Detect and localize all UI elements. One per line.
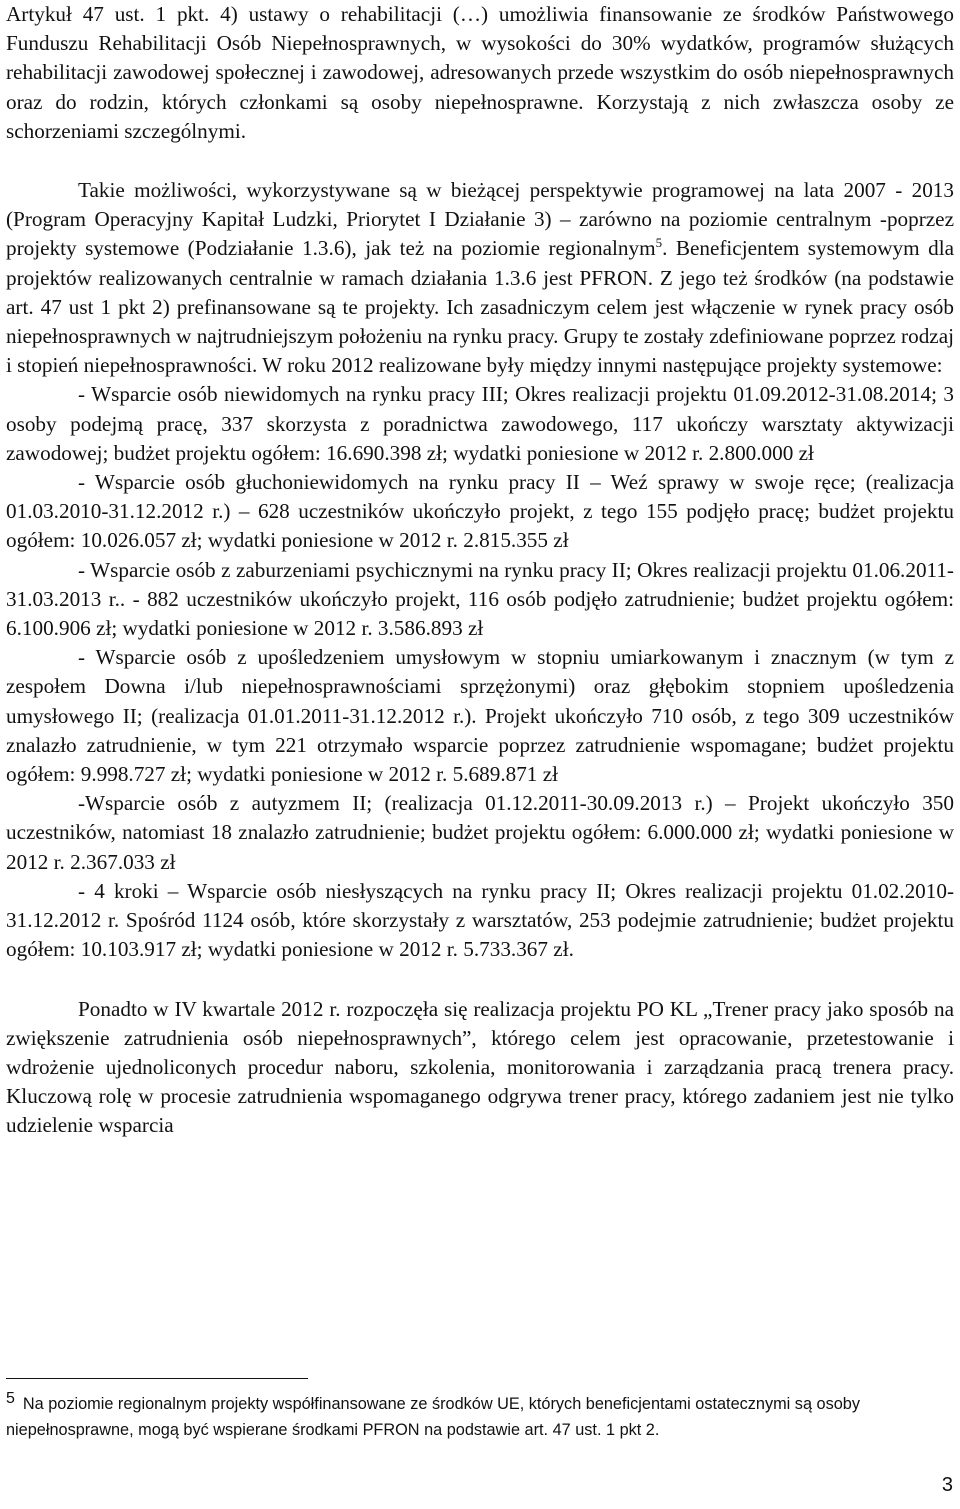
- list-item: -Wsparcie osób z autyzmem II; (realizacja 01.12.2011-30.09.2013 r.) – Projekt ukończyło 350 uczestników, natomiast 18 znalazło zatrudnienie; budżet projektu ogółem: 6.000.000 zł; wydatki poniesione w 2012 r. 2.367.033 zł: [6, 791, 954, 874]
- list-item: - Wsparcie osób z zaburzeniami psychicznymi na rynku pracy II; Okres realizacji projektu 01.06.2011-31.03.2013 r.. - 882 uczestników ukończyło projekt, 116 osób podjęło zatrudnienie; budżet projektu ogółem: 6.100.906 zł; wydatki poniesione w 2012 r. 3.586.893 zł: [6, 557, 954, 641]
- footnote-separator: [6, 1378, 308, 1379]
- body-text: [6, 0, 954, 1141]
- list-item: - Wsparcie osób głuchoniewidomych na rynku pracy II – Weź sprawy w swoje ręce; (realizacja 01.03.2010-31.12.2012 r.) – 628 uczestników ukończyło projekt, z tego 155 podjęło pracę; budżet projektu ogółem: 10.026.057 zł; wydatki poniesione w 2012 r. 2.815.355 zł: [6, 470, 954, 553]
- footnote: [6, 1391, 956, 1443]
- list-item: - Wsparcie osób niewidomych na rynku pracy III; Okres realizacji projektu 01.09.2012-31.08.2014; 3 osoby podejmą pracę, 337 skorzysta z poradnictwa zawodowego, 117 ukończy warsztaty aktywizacji zawodowej; budżet projektu ogółem: 16.690.398 zł; wydatki poniesione w 2012 r. 2.800.000 zł: [6, 382, 954, 465]
- page-number: 3: [941, 1474, 953, 1496]
- paragraph-trener-pracy: Ponadto w IV kwartale 2012 r. rozpoczęła się realizacja projektu PO KL „Trener pracy jako sposób na zwiększenie zatrudnienia osób niepełnosprawnych”, którego celem jest opracowanie, przetestowanie i wdrożenie ujednoliconych procedur naboru, szkolenia, monitorowania i zarządzania pracą trenera pracy. Kluczową rolę w procesie zatrudnienia wspomaganego odgrywa trener pracy, którego zadaniem jest nie tylko udzielenie wsparcia: [6, 996, 954, 1138]
- list-item: - Wsparcie osób z upośledzeniem umysłowym w stopniu umiarkowanym i znacznym (w tym z zespołem Downa i/lub niepełnosprawnościami sprzężonymi) oraz głębokim stopniem upośledzenia umysłowego II; (realizacja 01.01.2011-31.12.2012 r.). Projekt ukończyło 710 osób, z tego 309 uczestników znalazło zatrudnienie, w tym 221 otrzymało wsparcie poprzez zatrudnienie wspomagane; budżet projektu ogółem: 9.998.727 zł; wydatki poniesione w 2012 r. 5.689.871 zł: [6, 645, 954, 787]
- paragraph-intro: Artykuł 47 ust. 1 pkt. 4) ustawy o rehabilitacji (…) umożliwia finansowanie ze środków Państwowego Funduszu Rehabilitacji Osób Niepełnosprawnych, w wysokości do 30% wydatków, programów służących rehabilitacji zawodowej społecznej i zawodowej, adresowanych przede wszystkim do osób niepełnosprawnych oraz do rodzin, których członkami są osoby niepełnosprawne. Korzystają z nich zwłaszcza osoby ze schorzeniami szczególnymi.: [6, 2, 954, 143]
- paragraph-programs: [6, 176, 954, 380]
- footnote-marker: 5: [6, 1390, 15, 1407]
- list-item: - 4 kroki – Wsparcie osób niesłyszących na rynku pracy II; Okres realizacji projektu 01.02.2010-31.12.2012 r. Spośród 1124 osób, które skorzystały z warsztatów, 253 podejmie zatrudnienie; budżet projektu ogółem: 10.103.917 zł; wydatki poniesione w 2012 r. 5.733.367 zł.: [6, 878, 954, 962]
- paragraph-programs-end: . Beneficjentem systemowym dla projektów realizowanych centralnie w ramach działania 1.3.6 jest PFRON. Z jego też środków (na podstawie art. 47 ust 1 pkt 2) prefinansowane są te projekty. Ich zasadniczym celem jest włączenie w rynek pracy osób niepełnosprawnych w najtrudniejszym położeniu na rynku pracy. Grupy te zostały zdefiniowane poprzez rodzaj i stopień niepełnosprawności. W roku 2012 realizowane były między innymi następujące projekty systemowe:: [6, 236, 954, 378]
- paragraph-programs-start: Takie możliwości, wykorzystywane są w bieżącej perspektywie programowej na lata 2007 - 2013 (Program Operacyjny Kapitał Ludzki, Priorytet I Działanie 3) – zarówno na poziomie centralnym -poprzez projekty systemowe (Podziałanie 1.3.6), jak też na poziomie regionalnym: [6, 178, 954, 261]
- footnote-reference: 5: [655, 235, 663, 251]
- footnote-text: Na poziomie regionalnym projekty współfinansowane ze środków UE, których beneficjentami ostatecznymi są osoby niepełnosprawne, mogą być wspierane środkami PFRON na podstawie art. 47 ust. 1 pkt 2.: [6, 1395, 860, 1439]
